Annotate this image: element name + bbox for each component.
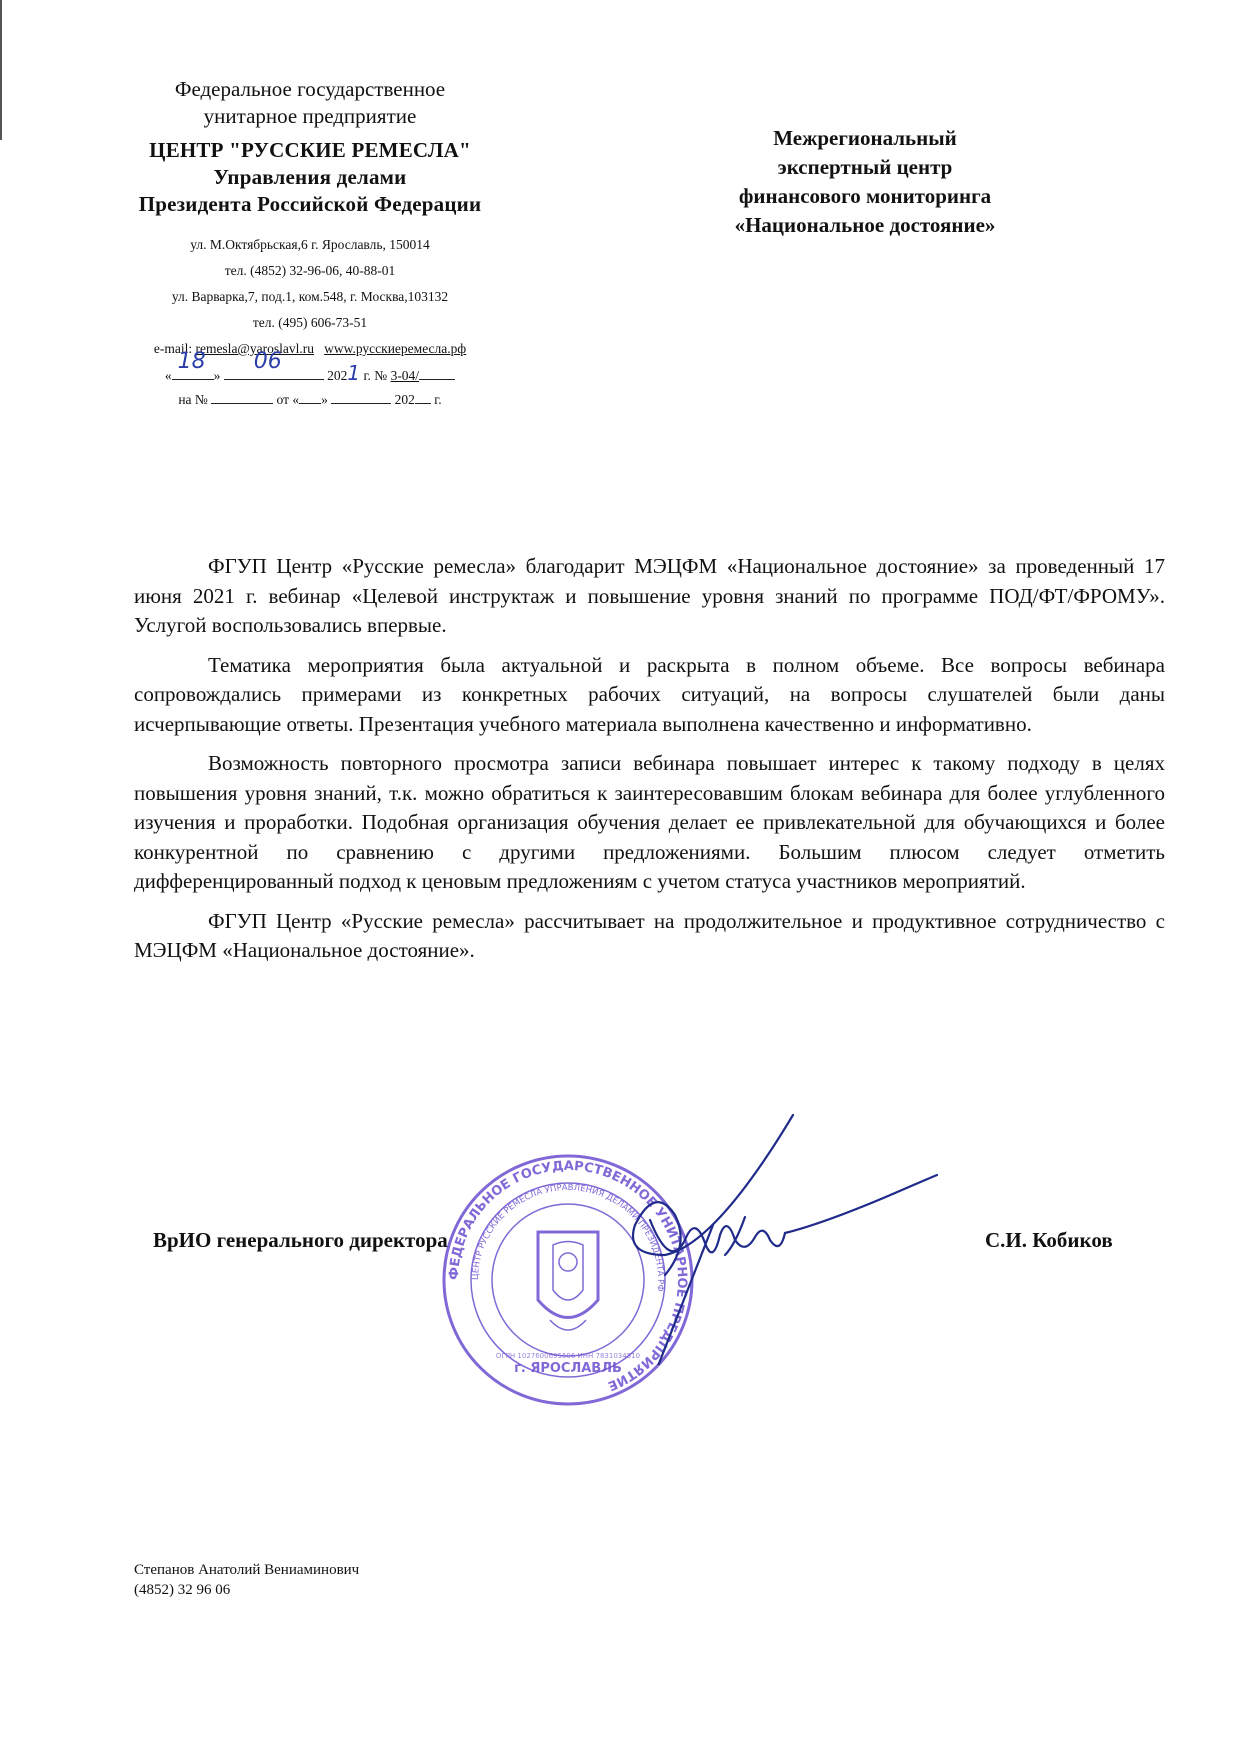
signatory-name: С.И. Кобиков (985, 1228, 1113, 1252)
recipient-line2: экспертный центр (777, 155, 953, 179)
in-year-label: 202 (394, 392, 415, 407)
scan-edge-mark (0, 0, 2, 140)
executor-phone: (4852) 32 96 06 (134, 1582, 231, 1598)
in-year-suffix: г. (430, 392, 442, 407)
out-year-suffix: г. № (360, 368, 391, 383)
stamp-inner-text: ЦЕНТР РУССКИЕ РЕМЕСЛА УПРАВЛЕНИЯ ДЕЛАМИ ПРЕЗИДЕНТА РФ (470, 1182, 666, 1292)
org-type-line2: унитарное предприятие (203, 104, 417, 128)
stamp-city: г. ЯРОСЛАВЛЬ (514, 1361, 622, 1376)
paragraph-1: ФГУП Центр «Русские ремесла» благодарит МЭЦФМ «Национальное достояние» за проведенный 17 июня 2021 г. вебинар «Целевой инструктаж и повышение уровня знаний по программе ПОД/ФТ/ФРОМУ». Услугой воспользовались впервые. (134, 554, 1165, 637)
phone-yaroslavl: тел. (4852) 32-96-06, 40-88-01 (224, 263, 396, 278)
outgoing-reg-line (100, 349, 520, 387)
executor-name: Степанов Анатолий Вениаминович (134, 1562, 360, 1578)
recipient-block (665, 124, 1065, 240)
signatory-title: ВрИО генерального директора (153, 1228, 448, 1252)
incoming-reg-line (100, 389, 520, 411)
sender-contacts (100, 232, 520, 362)
recipient-line1: Межрегиональный (773, 126, 957, 150)
handwritten-signature (595, 1105, 945, 1365)
executor-info (134, 1560, 359, 1600)
address-moscow: ул. Варварка,7, под.1, ком.548, г. Москва,103132 (171, 289, 449, 304)
sender-org-type (100, 76, 520, 130)
out-year-handwritten: 1 (347, 361, 361, 385)
department-name: Управления делами (213, 165, 407, 189)
recipient-line4: «Национальное достояние» (734, 213, 996, 237)
email-link[interactable]: remesla@yaroslavl.ru (195, 341, 314, 356)
org-type-line1: Федеральное государственное (174, 77, 446, 101)
paragraph-4: ФГУП Центр «Русские ремесла» рассчитывает на продолжительное и продуктивное сотрудничество с МЭЦФМ «Национальное достояние». (134, 908, 1165, 962)
in-no-label: на № (178, 392, 208, 407)
sender-letterhead (100, 76, 520, 411)
paragraph-2: Тематика мероприятия была актуальной и раскрыта в полном объеме. Все вопросы вебинара сопровождались примерами из конкретных рабочих ситуаций, на вопросы слушателей были даны исчерпывающие ответы. Презентация учебного материала выполнена качественно и информативно. (134, 652, 1165, 736)
out-year-prefix: 202 (327, 368, 348, 383)
in-quote-close: » (321, 392, 328, 407)
email-label: e-mail: (153, 341, 196, 356)
center-name: ЦЕНТР "РУССКИЕ РЕМЕСЛА" (149, 138, 471, 162)
recipient-line3: финансового мониторинга (738, 184, 992, 208)
president-line: Президента Российской Федерации (138, 192, 482, 216)
stamp-ids: ОГРН 1027600695506 ИНН 7831034510 (495, 1352, 641, 1360)
website-link[interactable]: www.русскиеремесла.рф (324, 341, 467, 356)
out-month-handwritten: 06 (253, 349, 282, 374)
out-day-handwritten: 18 (177, 349, 206, 374)
paragraph-3: Возможность повторного просмотра записи вебинара повышает интерес к такому подходу в целях повышения уровня знаний, т.к. можно обратиться к заинтересовавшим блокам вебинара для более углубленного изучения и проработки. Подобная организация обучения делает ее привлекательной для обучающихся и более конкурентной по сравнению с другими предложениями. Большим плюсом следует отметить дифференцированный подход к ценовым предложениям с учетом статуса участников мероприятий. (134, 751, 1165, 893)
out-quote-open: « (164, 368, 172, 383)
email-web-line (100, 336, 520, 362)
in-from-label: от « (276, 392, 300, 407)
phone-moscow: тел. (495) 606-73-51 (252, 315, 368, 330)
out-quote-close: » (213, 368, 221, 383)
out-number: 3-04/ (390, 368, 420, 383)
sender-org-name (100, 137, 520, 218)
address-yaroslavl: ул. М.Октябрьская,6 г. Ярославль, 150014 (190, 237, 430, 252)
stamp-outer-text: ФЕДЕРАЛЬНОЕ ГОСУДАРСТВЕННОЕ УНИТАРНОЕ ПРЕДПРИЯТИЕ (446, 1158, 690, 1394)
letter-body (134, 552, 1165, 976)
